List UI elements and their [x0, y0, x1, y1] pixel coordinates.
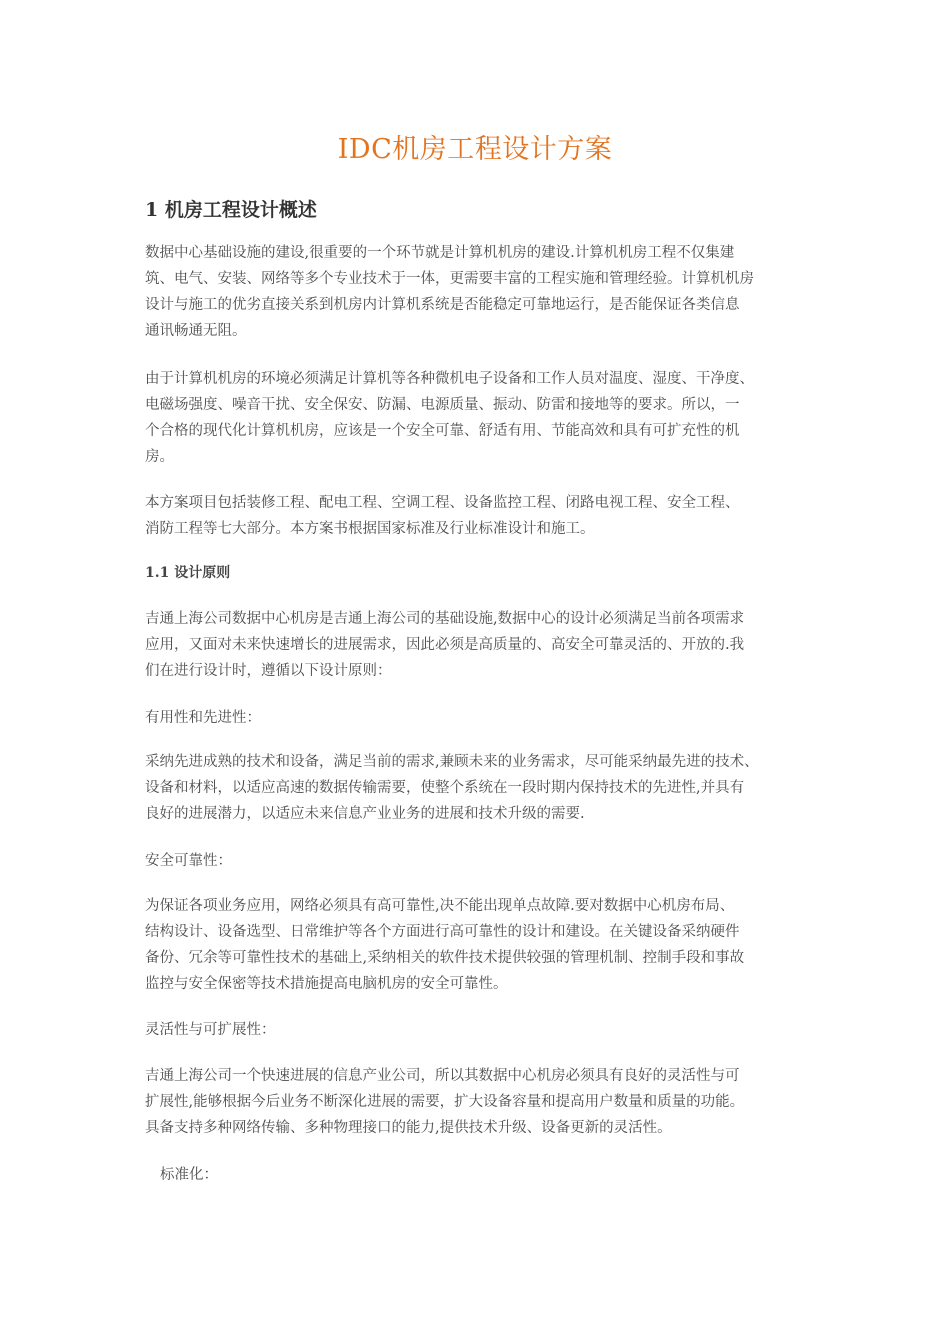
label-reliability: 安全可靠性：: [145, 853, 232, 869]
paragraph-usability: 采纳先进成熟的技术和设备，满足当前的需求,兼顾未来的业务需求，尽可能采纳最先进的技术、 设备和材料，以适应高速的数据传输需要，使整个系统在一段时期内保持技术的先进性,并具有 良好的进展潜力，以适应未来信息产业业务的进展和技术升级的需要.: [145, 754, 759, 822]
paragraph-reliability: 为保证各项业务应用，网络必须具有高可靠性,决不能出现单点故障.要对数据中心机房布局、 结构设计、设备选型、日常维护等各个方面进行高可靠性的设计和建设。在关键设备采纳硬件 备份、冗余等可靠性技术的基础上,采纳相关的软件技术提供较强的管理机制、控制手段和事故 监控与安全保密等技术措施提高电脑机房的安全可靠性。: [145, 898, 745, 992]
paragraph-principles-intro: 吉通上海公司数据中心机房是吉通上海公司的基础设施,数据中心的设计必须满足当前各项需求 应用，又面对未来快速增长的进展需求，因此必须是高质量的、高安全可靠灵活的、开放的.我 们在进行设计时，遵循以下设计原则：: [145, 611, 745, 679]
section-heading: 1 机房工程设计概述: [145, 199, 317, 221]
paragraph-flexibility: 吉通上海公司一个快速进展的信息产业公司，所以其数据中心机房必须具有良好的灵活性与可 扩展性,能够根据今后业务不断深化进展的需要，扩大设备容量和提高用户数量和质量的功能。 具备支持多种网络传输、多种物理接口的能力,提供技术升级、设备更新的灵活性。: [145, 1068, 745, 1136]
subsection-heading: 1.1 设计原则: [145, 565, 231, 581]
paragraph-overview-2: 由于计算机机房的环境必须满足计算机等各种微机电子设备和工作人员对温度、湿度、干净度、 电磁场强度、噪音干扰、安全保安、防漏、电源质量、振动、防雷和接地等的要求。所以，一 个合格的现代化计算机机房，应该是一个安全可靠、舒适有用、节能高效和具有可扩充性的机 房。: [145, 371, 754, 465]
paragraph-overview-1: 数据中心基础设施的建设,很重要的一个环节就是计算机机房的建设.计算机机房工程不仅集建 筑、电气、安装、网络等多个专业技术于一体，更需要丰富的工程实施和管理经验。计算机机房 设计与施工的优劣直接关系到机房内计算机系统是否能稳定可靠地运行，是否能保证各类信息 通讯畅通无阻。: [145, 245, 754, 339]
label-flexibility: 灵活性与可扩展性：: [145, 1022, 276, 1038]
label-usability: 有用性和先进性：: [145, 710, 261, 726]
document-title: IDC机房工程设计方案: [337, 134, 613, 165]
label-standardization: 标准化：: [160, 1167, 218, 1183]
paragraph-overview-3: 本方案项目包括装修工程、配电工程、空调工程、设备监控工程、闭路电视工程、安全工程、 消防工程等七大部分。本方案书根据国家标准及行业标准设计和施工。: [145, 495, 740, 537]
